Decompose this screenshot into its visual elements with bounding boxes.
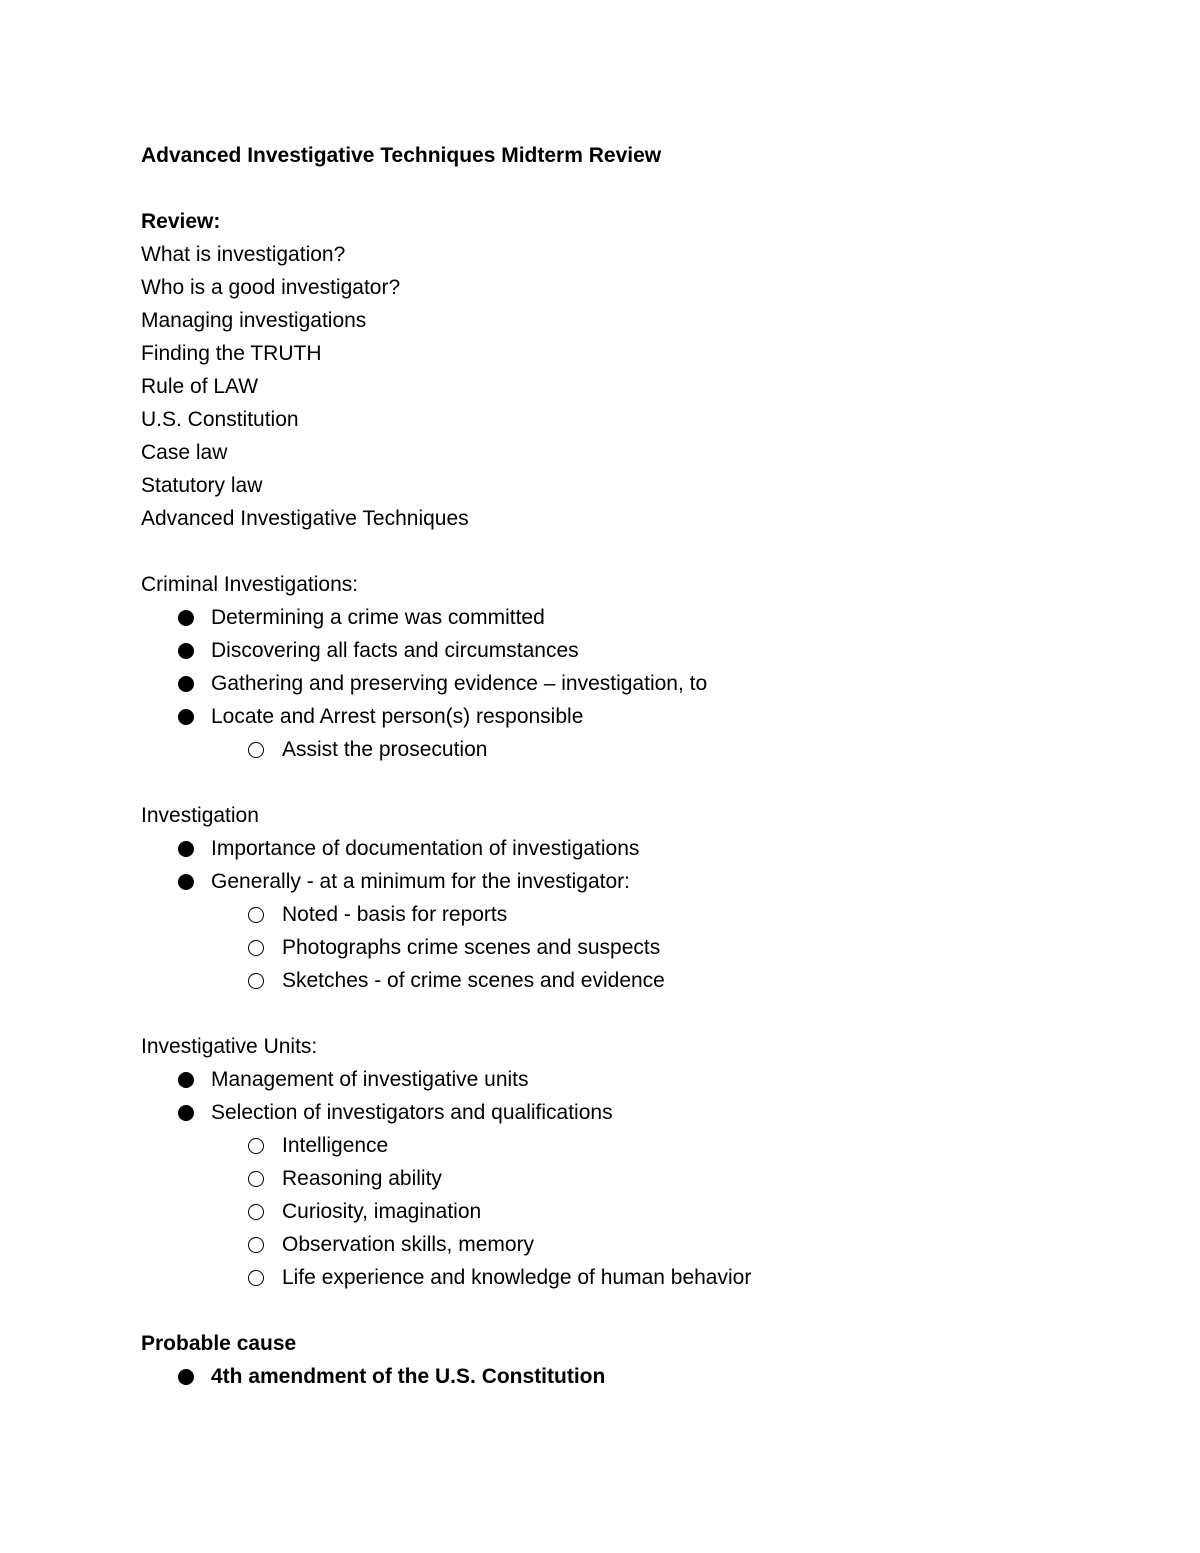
review-item: Rule of LAW: [141, 375, 259, 398]
hollow-bullet-icon: [248, 1270, 264, 1286]
review-item: Statutory law: [141, 474, 263, 497]
bullet-text: Selection of investigators and qualifications: [211, 1101, 613, 1124]
review-item: What is investigation?: [141, 243, 346, 266]
criminal-investigations-heading: Criminal Investigations:: [141, 573, 359, 596]
sub-bullet-text: Noted - basis for reports: [282, 903, 508, 926]
bullet-item: [141, 865, 1081, 898]
review-item: U.S. Constitution: [141, 408, 299, 431]
bullet-item: [141, 601, 1081, 634]
sub-bullet-item: [141, 733, 1081, 766]
investigation-heading: Investigation: [141, 804, 259, 827]
sub-bullet-item: [141, 964, 1081, 997]
hollow-bullet-icon: [248, 907, 264, 923]
bullet-text: Locate and Arrest person(s) responsible: [211, 705, 584, 728]
review-item: Who is a good investigator?: [141, 276, 401, 299]
document-title: Advanced Investigative Techniques Midterm Review: [141, 144, 662, 167]
bullet-text: Discovering all facts and circumstances: [211, 639, 579, 662]
bullet-item: [141, 1360, 1081, 1393]
sub-bullet-text: Photographs crime scenes and suspects: [282, 936, 661, 959]
sub-bullet-item: [141, 1195, 1081, 1228]
sub-bullet-text: Life experience and knowledge of human behavior: [282, 1266, 752, 1289]
filled-bullet-icon: [178, 643, 194, 659]
filled-bullet-icon: [178, 841, 194, 857]
sub-bullet-text: Sketches - of crime scenes and evidence: [282, 969, 665, 992]
bullet-item: [141, 667, 1081, 700]
probable-cause-heading: Probable cause: [141, 1332, 297, 1355]
hollow-bullet-icon: [248, 742, 264, 758]
review-item: Managing investigations: [141, 309, 367, 332]
sub-bullet-text: Observation skills, memory: [282, 1233, 535, 1256]
review-item: Advanced Investigative Techniques: [141, 507, 469, 530]
bullet-text: Determining a crime was committed: [211, 606, 545, 629]
bullet-text: 4th amendment of the U.S. Constitution: [211, 1365, 606, 1388]
spacer: [141, 997, 1081, 1030]
review-item: Finding the TRUTH: [141, 342, 322, 365]
bullet-text: Management of investigative units: [211, 1068, 529, 1091]
hollow-bullet-icon: [248, 1138, 264, 1154]
bullet-item: [141, 832, 1081, 865]
sub-bullet-text: Assist the prosecution: [282, 738, 488, 761]
sub-bullet-item: [141, 1228, 1081, 1261]
bullet-item: [141, 1096, 1081, 1129]
spacer: [141, 766, 1081, 799]
bullet-item: [141, 1063, 1081, 1096]
bullet-item: [141, 634, 1081, 667]
spacer: [141, 1294, 1081, 1327]
sub-bullet-item: [141, 1162, 1081, 1195]
bullet-text: Gathering and preserving evidence – investigation, to: [211, 672, 708, 695]
filled-bullet-icon: [178, 676, 194, 692]
bullet-text: Generally - at a minimum for the investigator:: [211, 870, 630, 893]
filled-bullet-icon: [178, 610, 194, 626]
hollow-bullet-icon: [248, 1237, 264, 1253]
filled-bullet-icon: [178, 1105, 194, 1121]
sub-bullet-text: Curiosity, imagination: [282, 1200, 482, 1223]
hollow-bullet-icon: [248, 940, 264, 956]
sub-bullet-item: [141, 1261, 1081, 1294]
filled-bullet-icon: [178, 1369, 194, 1385]
bullet-text: Importance of documentation of investigations: [211, 837, 640, 860]
investigative-units-heading: Investigative Units:: [141, 1035, 318, 1058]
sub-bullet-item: [141, 1129, 1081, 1162]
sub-bullet-item: [141, 898, 1081, 931]
spacer: [141, 172, 1081, 205]
review-item: Case law: [141, 441, 228, 464]
bullet-item: [141, 700, 1081, 733]
sub-bullet-item: [141, 931, 1081, 964]
review-heading: Review:: [141, 210, 221, 233]
hollow-bullet-icon: [248, 973, 264, 989]
sub-bullet-text: Intelligence: [282, 1134, 389, 1157]
filled-bullet-icon: [178, 709, 194, 725]
spacer: [141, 535, 1081, 568]
filled-bullet-icon: [178, 1072, 194, 1088]
hollow-bullet-icon: [248, 1204, 264, 1220]
hollow-bullet-icon: [248, 1171, 264, 1187]
document-body: [141, 139, 1081, 1393]
filled-bullet-icon: [178, 874, 194, 890]
sub-bullet-text: Reasoning ability: [282, 1167, 442, 1190]
